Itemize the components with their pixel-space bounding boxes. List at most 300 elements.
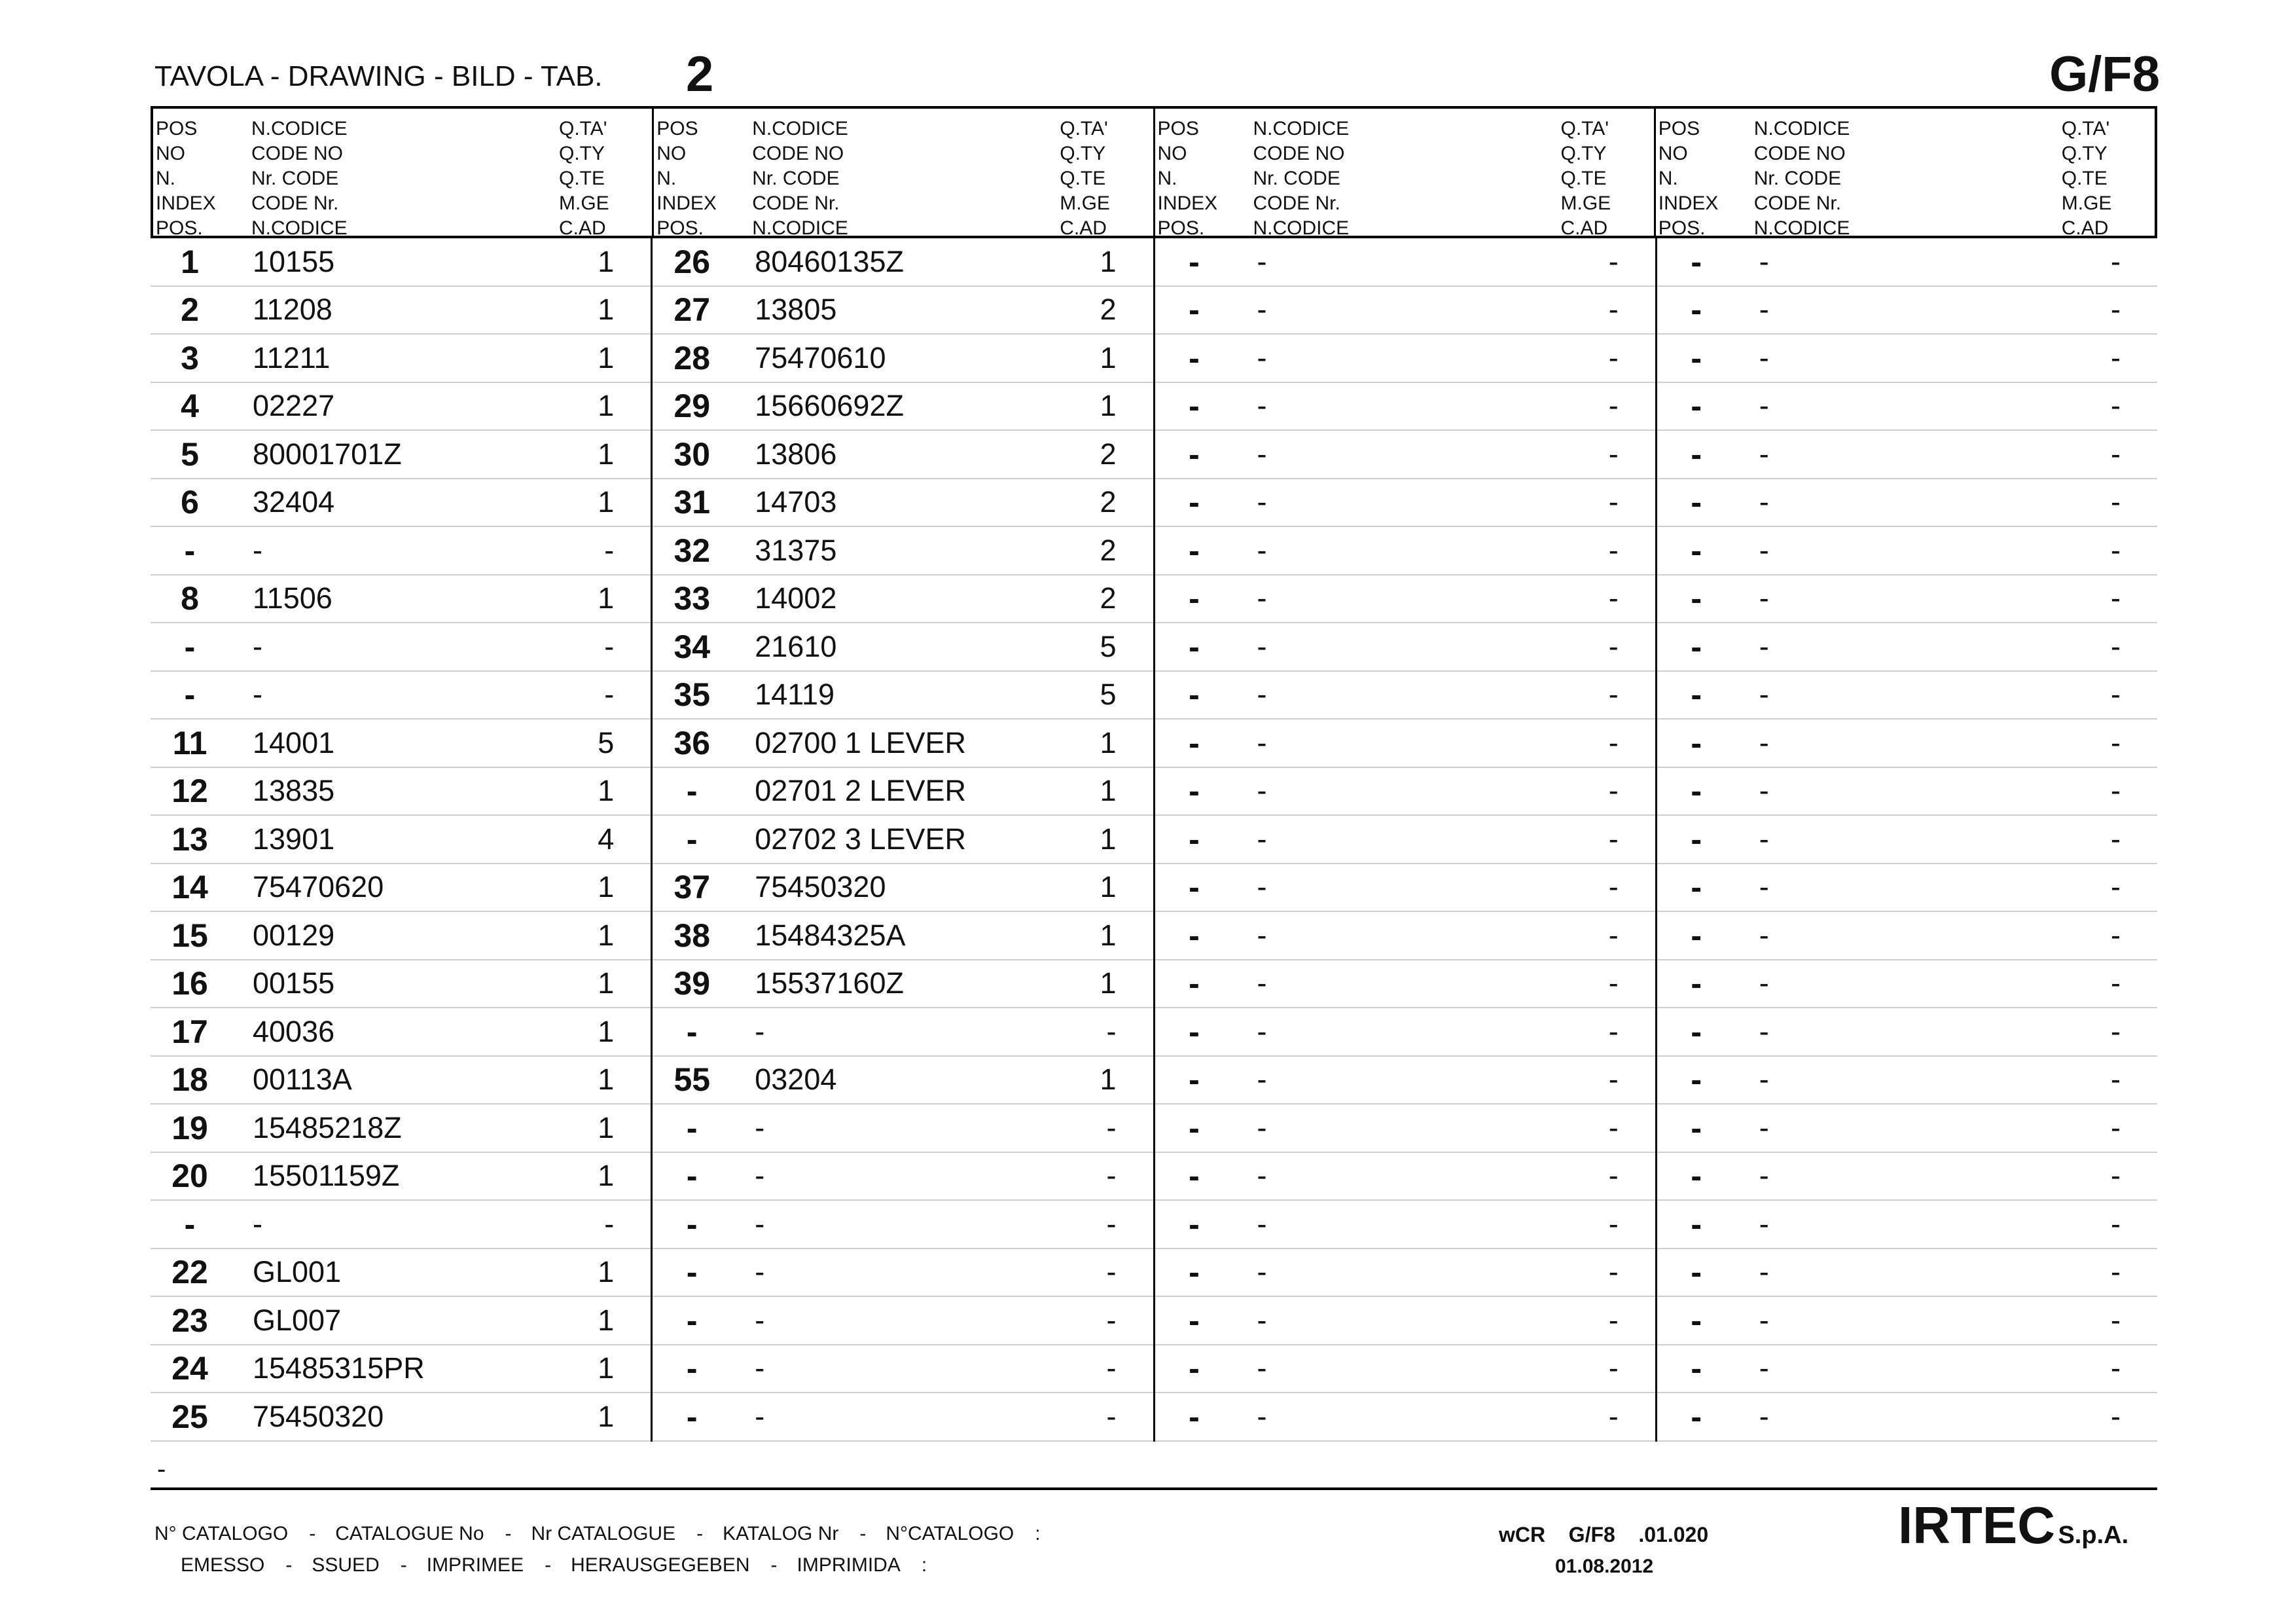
position-number: 17 [171, 1013, 208, 1050]
table-row [1657, 238, 2157, 287]
position-number: - [184, 676, 196, 714]
header-label: INDEX [1658, 192, 1719, 214]
part-code: - [1759, 870, 1769, 904]
part-code: - [1257, 774, 1267, 808]
header-label: POS. [156, 217, 203, 239]
position-number: 25 [171, 1398, 208, 1435]
part-code: - [1257, 870, 1267, 904]
table-row [1657, 1153, 2157, 1201]
part-code: 15537160Z [755, 966, 904, 1000]
part-code: 13901 [253, 822, 335, 856]
quantity: - [1106, 1159, 1117, 1193]
position-number: - [686, 1013, 698, 1050]
part-code: - [1759, 918, 1769, 952]
position-number: - [1691, 1398, 1702, 1435]
part-code: - [1759, 1110, 1769, 1144]
table-row [1657, 768, 2157, 816]
quantity: - [1106, 1399, 1117, 1433]
table-row [653, 1393, 1153, 1442]
part-code: 40036 [253, 1014, 335, 1048]
footer-label: SSUED [312, 1554, 380, 1576]
table-row [151, 238, 651, 287]
header-column [652, 109, 1153, 239]
part-code: 13835 [253, 774, 335, 808]
quantity: - [1608, 244, 1619, 278]
table-row [1155, 960, 1655, 1009]
position-number: 20 [171, 1158, 208, 1195]
header-label: Q.TE [1560, 168, 1607, 189]
position-number: - [1691, 1061, 1702, 1099]
table-row [1657, 1104, 2157, 1153]
group-code: G/F8 [2049, 46, 2160, 102]
header-pos-labels [656, 117, 717, 241]
table-row [653, 1008, 1153, 1057]
quantity: - [1608, 1303, 1619, 1337]
position-number: - [686, 1302, 698, 1339]
quantity: 2 [1100, 293, 1117, 327]
part-code: - [755, 1110, 765, 1144]
part-code: - [755, 1351, 765, 1385]
position-number: 8 [181, 580, 199, 617]
table-row [151, 1008, 651, 1057]
table-row [653, 479, 1153, 528]
table-note: - [157, 1455, 166, 1484]
part-code: - [1257, 485, 1267, 519]
table-row [653, 864, 1153, 913]
table-row [1657, 1008, 2157, 1057]
quantity: - [2111, 1351, 2121, 1385]
part-code: - [1759, 966, 1769, 1000]
footer-label: - [859, 1523, 867, 1544]
quantity: - [1608, 437, 1619, 471]
table-row [151, 864, 651, 913]
header-label: NO [656, 143, 687, 164]
table-row [151, 527, 651, 575]
table-row [1155, 287, 1655, 335]
quantity: - [2111, 1207, 2121, 1241]
header-label: POS. [656, 217, 704, 239]
part-code: - [1759, 725, 1769, 759]
table-row [653, 1201, 1153, 1249]
position-number: - [1189, 965, 1200, 1002]
table-row [653, 1057, 1153, 1105]
position-number: 24 [171, 1350, 208, 1387]
footer-label: - [285, 1554, 293, 1576]
part-code: - [1759, 340, 1769, 374]
header-label: M.GE [2061, 192, 2112, 214]
header-label: CODE NO [1753, 143, 1846, 164]
header-qty-labels [1561, 117, 1611, 241]
quantity: - [1608, 533, 1619, 567]
position-number: - [1691, 339, 1702, 376]
header-label: M.GE [1560, 192, 1611, 214]
table-row [653, 1249, 1153, 1298]
position-number: 22 [171, 1254, 208, 1291]
header-label: Q.TY [1560, 143, 1607, 164]
position-number: - [1691, 1254, 1702, 1291]
quantity: - [604, 629, 615, 663]
part-code: - [755, 1399, 765, 1433]
part-code: 75450320 [755, 870, 886, 904]
table-row [653, 431, 1153, 479]
quantity: 1 [1100, 774, 1117, 808]
header-label: Q.TY [2061, 143, 2108, 164]
footer-label: : [1035, 1523, 1041, 1544]
position-number: 4 [181, 388, 199, 425]
part-code: 15485218Z [253, 1110, 402, 1144]
table-row [1657, 672, 2157, 720]
part-code: 14001 [253, 725, 335, 759]
position-number: - [1189, 869, 1200, 906]
header-label: Nr. CODE [1753, 168, 1842, 189]
position-number: - [1691, 1302, 1702, 1339]
quantity: - [1608, 1063, 1619, 1097]
quantity: - [2111, 678, 2121, 712]
table-row [653, 1104, 1153, 1153]
part-code: - [1257, 918, 1267, 952]
header-qty-labels [2062, 117, 2112, 241]
quantity: - [1608, 1207, 1619, 1241]
position-number: - [1691, 1158, 1702, 1195]
header-label: Q.TA' [559, 118, 607, 139]
table-row [1155, 768, 1655, 816]
position-number: 3 [181, 339, 199, 376]
quantity: - [2111, 581, 2121, 615]
position-number: 6 [181, 484, 199, 521]
part-code: 32404 [253, 485, 335, 519]
position-number: - [1189, 1158, 1200, 1195]
quantity: - [1106, 1255, 1117, 1289]
position-number: 33 [673, 580, 711, 617]
part-code: - [1257, 966, 1267, 1000]
footer-label: - [770, 1554, 778, 1576]
table-row [1657, 431, 2157, 479]
position-number: - [686, 1398, 698, 1435]
quantity: 1 [1100, 918, 1117, 952]
header-label: CODE Nr. [752, 192, 840, 214]
quantity: - [2111, 1399, 2121, 1433]
position-number: - [1691, 484, 1702, 521]
position-number: 31 [673, 484, 711, 521]
quantity: - [1608, 1110, 1619, 1144]
table-row [1657, 1057, 2157, 1105]
part-code: - [755, 1255, 765, 1289]
header-label: CODE Nr. [1753, 192, 1842, 214]
part-code: 15660692Z [755, 389, 904, 423]
footer-label: IMPRIMEE [426, 1554, 524, 1576]
table-row [1657, 623, 2157, 672]
quantity: 1 [598, 1303, 615, 1337]
quantity: 1 [598, 1255, 615, 1289]
quantity: - [1608, 678, 1619, 712]
quantity: 1 [598, 870, 615, 904]
part-code: 00129 [253, 918, 335, 952]
header-label: M.GE [1060, 192, 1110, 214]
quantity: - [1608, 581, 1619, 615]
quantity: - [604, 1207, 615, 1241]
part-code: - [1759, 389, 1769, 423]
part-code: - [1759, 1159, 1769, 1193]
quantity: 1 [598, 244, 615, 278]
issue-date: 01.08.2012 [1555, 1556, 1654, 1577]
position-number: 1 [181, 243, 199, 280]
position-number: 36 [673, 724, 711, 761]
header-column [1654, 109, 2155, 239]
position-number: 2 [181, 291, 199, 329]
quantity: - [2111, 1303, 2121, 1337]
table-row [151, 1249, 651, 1298]
part-code: - [253, 678, 262, 712]
position-number: 11 [172, 724, 207, 761]
header-label: C.AD [1060, 217, 1107, 239]
header-code-labels [1754, 117, 1850, 241]
parts-table [151, 106, 2157, 1442]
part-code: - [755, 1303, 765, 1337]
header-label: POS. [1658, 217, 1706, 239]
part-code: 11208 [253, 293, 332, 327]
table-row [151, 1393, 651, 1442]
position-number: - [1691, 628, 1702, 665]
table-row [151, 431, 651, 479]
quantity: - [2111, 1255, 2121, 1289]
table-row [653, 1297, 1153, 1345]
table-row [1657, 383, 2157, 431]
table-row [1155, 575, 1655, 624]
header-label: Nr. CODE [1253, 168, 1340, 189]
position-number: 12 [171, 773, 208, 810]
table-row [1155, 1249, 1655, 1298]
table-row [1155, 335, 1655, 383]
header-label: CODE Nr. [251, 192, 339, 214]
header-label: C.AD [2061, 217, 2109, 239]
part-code: 14119 [755, 678, 835, 712]
quantity: - [1608, 1255, 1619, 1289]
table-row [1155, 816, 1655, 864]
table-row [1657, 960, 2157, 1009]
part-code: 02700 1 LEVER [755, 725, 966, 759]
header-label: Nr. CODE [251, 168, 339, 189]
footer-label: - [545, 1554, 552, 1576]
quantity: - [1608, 918, 1619, 952]
position-number: - [1189, 580, 1200, 617]
quantity: - [2111, 293, 2121, 327]
table-row [151, 479, 651, 528]
position-number: - [1189, 917, 1200, 954]
quantity: - [1608, 389, 1619, 423]
position-number: - [1691, 291, 1702, 329]
quantity: - [2111, 774, 2121, 808]
quantity: 1 [598, 389, 615, 423]
part-code: - [1257, 340, 1267, 374]
position-number: - [686, 820, 698, 858]
table-row [1657, 527, 2157, 575]
position-number: 55 [673, 1061, 711, 1099]
quantity: - [2111, 1014, 2121, 1048]
position-number: - [1189, 532, 1200, 569]
position-number: 34 [673, 628, 711, 665]
position-number: - [1691, 1205, 1702, 1243]
quantity: 1 [598, 1159, 615, 1193]
part-code: - [1257, 437, 1267, 471]
position-number: - [1189, 1302, 1200, 1339]
footer-label: N° CATALOGO [154, 1523, 289, 1544]
table-row [653, 527, 1153, 575]
part-code: 31375 [755, 533, 837, 567]
part-code: - [1257, 1255, 1267, 1289]
position-number: 14 [171, 869, 208, 906]
table-body [151, 238, 2157, 1442]
part-code: 02702 3 LEVER [755, 822, 966, 856]
position-number: - [1691, 243, 1702, 280]
part-code: - [1257, 1110, 1267, 1144]
position-number: - [686, 773, 698, 810]
position-number: 38 [673, 917, 711, 954]
part-code: - [1759, 581, 1769, 615]
quantity: - [1608, 1014, 1619, 1048]
quantity: 5 [1100, 678, 1117, 712]
header-label: POS [1157, 118, 1199, 139]
position-number: 5 [181, 435, 199, 473]
part-code: - [1257, 1399, 1267, 1433]
quantity: 1 [598, 437, 615, 471]
quantity: 1 [598, 1110, 615, 1144]
part-code: - [1257, 678, 1267, 712]
part-code: - [1759, 293, 1769, 327]
position-number: - [1189, 820, 1200, 858]
position-number: 37 [673, 869, 711, 906]
footer-label: KATALOG Nr [723, 1523, 839, 1544]
part-code: - [1257, 581, 1267, 615]
part-code: - [1759, 1014, 1769, 1048]
quantity: - [1608, 725, 1619, 759]
header-label: N.CODICE [1753, 217, 1850, 239]
position-number: - [1189, 435, 1200, 473]
position-number: - [686, 1350, 698, 1387]
header-label: NO [1157, 143, 1187, 164]
quantity: - [2111, 340, 2121, 374]
table-row [1657, 720, 2157, 768]
position-number: - [1691, 580, 1702, 617]
quantity: - [1106, 1014, 1117, 1048]
header-label: INDEX [656, 192, 717, 214]
quantity: - [1106, 1303, 1117, 1337]
part-code: 02701 2 LEVER [755, 774, 966, 808]
part-code: - [1257, 244, 1267, 278]
footer-label: - [309, 1523, 316, 1544]
header-label: NO [1658, 143, 1688, 164]
position-number: - [1691, 532, 1702, 569]
quantity: - [1106, 1207, 1117, 1241]
header-label: POS [656, 118, 698, 139]
table-row [1155, 1297, 1655, 1345]
table-row [653, 287, 1153, 335]
quantity: 1 [598, 1399, 615, 1433]
table-row [1657, 575, 2157, 624]
header-pos-labels [1158, 117, 1218, 241]
table-row [151, 720, 651, 768]
header-label: CODE NO [251, 143, 344, 164]
position-number: 29 [673, 388, 711, 425]
quantity: - [2111, 1063, 2121, 1097]
header-label: N.CODICE [752, 217, 848, 239]
header-code-labels [752, 117, 848, 241]
table-row [151, 912, 651, 960]
position-number: 28 [673, 339, 711, 376]
table-row [653, 1153, 1153, 1201]
header-label: Q.TA' [2061, 118, 2110, 139]
position-number: 18 [171, 1061, 208, 1099]
position-number: - [1691, 1350, 1702, 1387]
header-qty-labels [1060, 117, 1110, 241]
part-code: - [755, 1159, 765, 1193]
part-code: 11506 [253, 581, 332, 615]
quantity: 1 [598, 340, 615, 374]
table-row [1155, 672, 1655, 720]
part-code: 80001701Z [253, 437, 402, 471]
part-code: - [1759, 1207, 1769, 1241]
table-row [653, 238, 1153, 287]
header-label: POS [1658, 118, 1700, 139]
table-row [1155, 1057, 1655, 1105]
position-number: 30 [673, 435, 711, 473]
position-number: - [1691, 435, 1702, 473]
table-row [1657, 1297, 2157, 1345]
table-row [151, 287, 651, 335]
part-code: - [1257, 1207, 1267, 1241]
quantity: 2 [1100, 581, 1117, 615]
quantity: 2 [1100, 485, 1117, 519]
table-row [151, 1057, 651, 1105]
part-code: - [253, 533, 262, 567]
part-code: - [1257, 629, 1267, 663]
table-row [653, 1345, 1153, 1394]
part-code: 10155 [253, 244, 335, 278]
issued-label-line [181, 1554, 946, 1577]
part-code: 00113A [253, 1063, 352, 1097]
position-number: - [1691, 724, 1702, 761]
table-row [653, 816, 1153, 864]
quantity: 1 [598, 293, 615, 327]
header-column [153, 109, 652, 239]
table-row [1155, 1201, 1655, 1249]
quantity: - [604, 678, 615, 712]
footer-label: HERAUSGEGEBEN [571, 1554, 750, 1576]
table-row [1657, 1393, 2157, 1442]
table-row [151, 1345, 651, 1394]
quantity: - [2111, 629, 2121, 663]
position-number: - [1189, 243, 1200, 280]
footer-label: IMPRIMIDA [797, 1554, 901, 1576]
header-label: N.CODICE [752, 118, 848, 139]
header-label: N. [1658, 168, 1678, 189]
header-label: Q.TY [559, 143, 605, 164]
part-code: 13805 [755, 293, 837, 327]
quantity: - [2111, 437, 2121, 471]
table-row [151, 1153, 651, 1201]
header-label: POS [156, 118, 198, 139]
footer-label: - [505, 1523, 512, 1544]
table-row [1155, 720, 1655, 768]
header-label: Nr. CODE [752, 168, 840, 189]
header-label: POS. [1157, 217, 1205, 239]
part-code: - [1257, 822, 1267, 856]
header-label: C.AD [559, 217, 606, 239]
part-code: - [1257, 533, 1267, 567]
part-code: - [1257, 1159, 1267, 1193]
quantity: - [1608, 870, 1619, 904]
quantity: - [1608, 293, 1619, 327]
part-code: - [1257, 1351, 1267, 1385]
